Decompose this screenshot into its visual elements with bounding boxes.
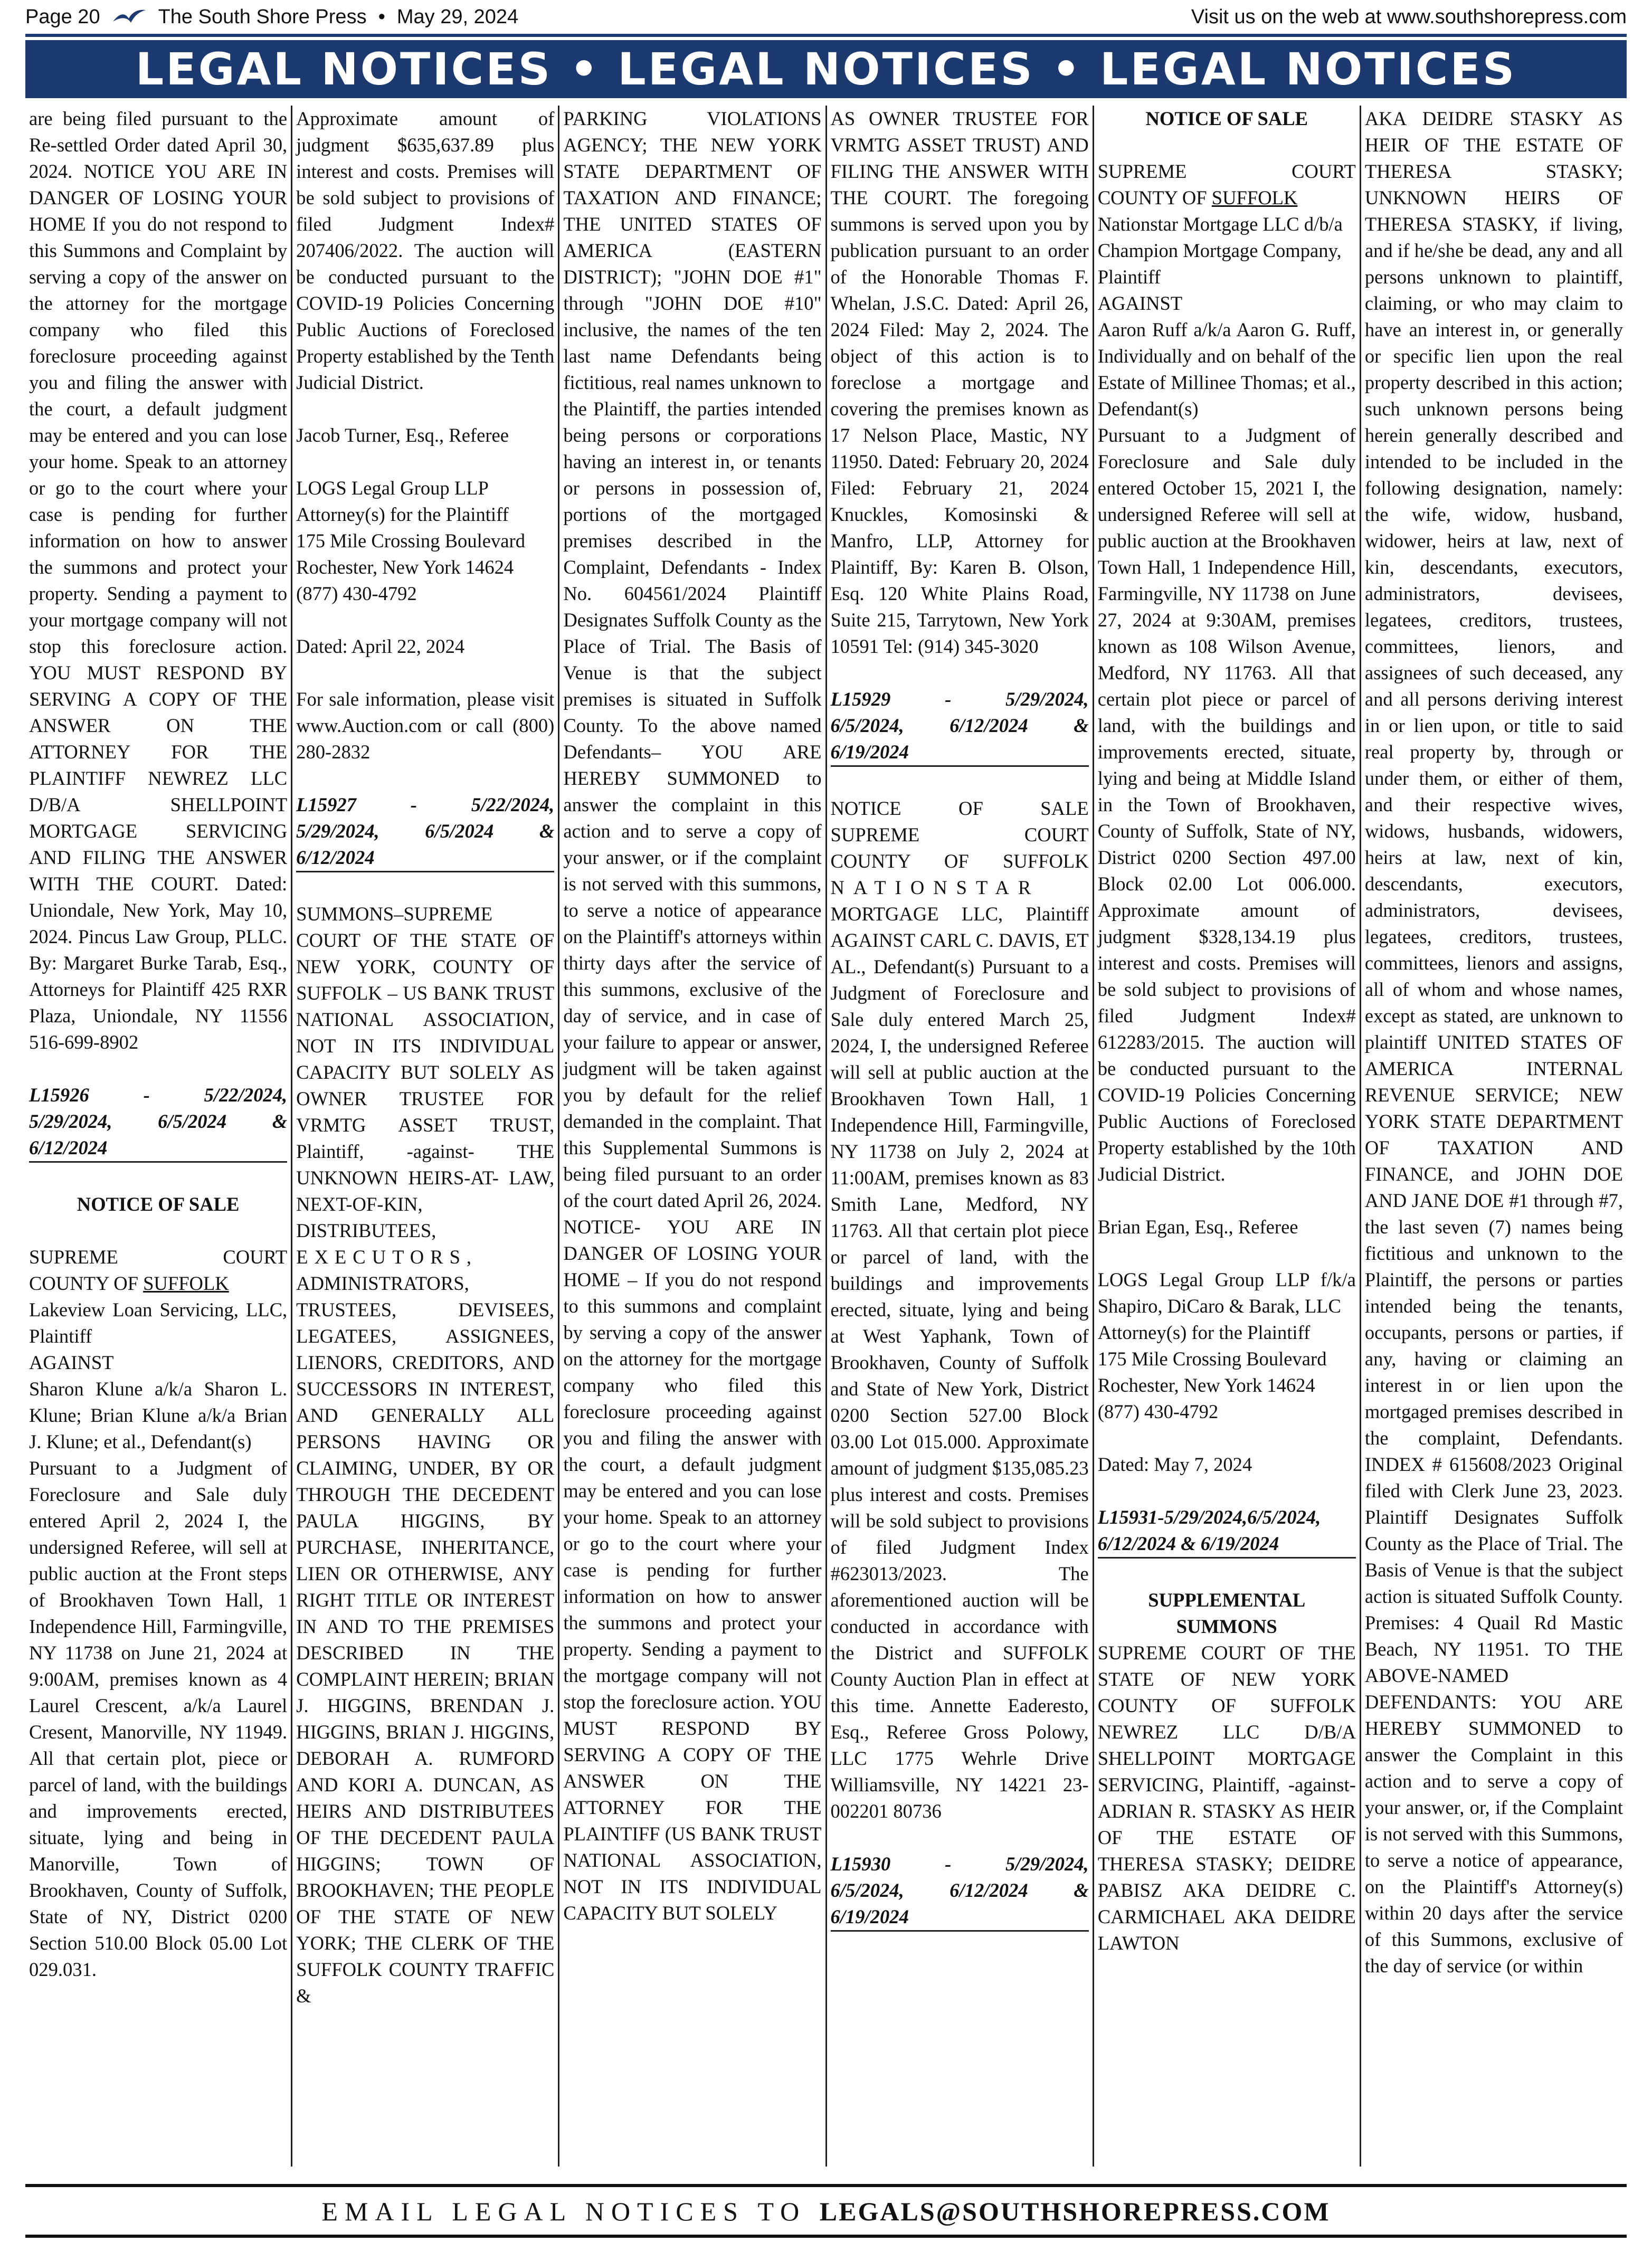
defendants: Aaron Ruff a/k/a Aaron G. Ruff, Individually and on behalf of the Estate of Millinee Thomas; et al., Defendant(s) — [1097, 319, 1356, 420]
firm-name: LOGS Legal Group LLP — [296, 477, 489, 499]
notice-ref: 6/12/2024 — [296, 847, 375, 868]
notice-text: PARKING VIOLATIONS AGENCY; THE NEW YORK STATE DEPARTMENT OF TAXATION AND FINANCE; THE UNITED STATES OF AMERICA (EASTERN DISTRICT); "JOHN DOE #1" through "JOHN DOE #10" inclusive, the names of the ten last name Defendants being fictitious, real names unknown to the Plaintiff, the parties intended being persons or corporations having an interest in, or tenants or persons in possession of, portions of the mortgaged premises described in the Complaint, Defendants - Index No. 604561/2024 Plaintiff Designates Suffolk County as the Place of Trial. The Basis of Venue is that the subject premises is situated in Suffolk County. To the above named Defendants– YOU ARE HEREBY SUMMONED to answer the complaint in this action and to serve a copy of your answer, or if the complaint is not served with this summons, to serve a notice of appearance on the Plaintiff's attorneys within thirty days after the service of this summons, exclusive of the day of service, and in case of your failure to appear or answer, judgment will be taken against you by default for the relief demanded in the complaint. That this Supplemental Summons is being filed pursuant to an order of the court dated April 26, 2024. NOTICE- YOU ARE IN DANGER OF LOSING YOUR HOME – If you do not respond to this summons and complaint by serving a copy of the answer on the attorney for the mortgage company who filed this foreclosure proceeding against you and filing the answer with the court, a default judgment may be entered and you can lose your home. Speak to an attorney or go to the court where your case is pending for further information on how to answer the summons and protect your property. Sending a payment to the mortgage company will not stop the foreclosure action. YOU MUST RESPOND BY SERVING A COPY OF THE ANSWER ON THE ATTORNEY FOR THE PLAINTIFF (US BANK TRUST NATIONAL ASSOCIATION, NOT IN ITS INDIVIDUAL CAPACITY BUT SOLELY — [563, 108, 822, 1924]
sale-text: Pursuant to a Judgment of Foreclosure and Sale duly entered April 2, 2024 I, the undersigned Referee, will sell at public auction at the Front steps of Brookhaven Town Hall, 1 Independence Hill, Farmingville, NY 11738 on June 21, 2024 at 9:00AM, premises known as 4 Laurel Crescent, a/k/a Laurel Cresent, Manorville, NY 11949. All that certain plot, piece or parcel of land, with the buildings and improvements erected, situate, lying and being in Manorville, Town of Brookhaven, County of Suffolk, State of NY, District 0200 Section 510.00 Block 05.00 Lot 029.031. — [29, 1457, 288, 1980]
referee: Jacob Turner, Esq., Referee — [296, 424, 509, 446]
column-2 — [291, 106, 558, 2167]
firm-phone: (877) 430-4792 — [1097, 1401, 1219, 1422]
section-banner: LEGAL NOTICES • LEGAL NOTICES • LEGAL NOTICES — [25, 40, 1627, 98]
firm-role: Attorney(s) for the Plaintiff — [296, 504, 509, 525]
against-label: AGAINST — [29, 1352, 114, 1373]
summons-executors: EXECUTORS, — [296, 1246, 478, 1268]
page-header — [25, 3, 1627, 31]
notice-text: AKA DEIDRE STASKY AS HEIR OF THE ESTATE OF THERESA STASKY; UNKNOWN HEIRS OF THERESA STASKY, if living, and if he/she be dead, any and all persons unknown to plaintiff, claiming, or who may claim to have an interest in, or generally or specific lien upon the real property described in this action; such unknown persons being herein generally described and intended to be included in the following designation, namely: the wife, widow, husband, widower, heirs at law, next of kin, descendants, executors, administrators, devisees, legatees, creditors, trustees, committees, lienors, and assignees of such deceased, any and all persons deriving interest in or lien upon, or title to said real property by, through or under them, or either of them, and their respective wives, widows, husbands, widowers, heirs at law, next of kin, descendants, executors, administrators, devisees, legatees, creditors, trustees, committees, lienors and assigns, all of whom and whose names, except as stated, are unknown to plaintiff UNITED STATES OF AMERICA INTERNAL REVENUE SERVICE; NEW YORK STATE DEPARTMENT OF TAXATION AND FINANCE, and JOHN DOE AND JANE DOE #1 through #7, the last seven (7) names being fictitious and unknown to the Plaintiff, the persons or parties intended being the tenants, occupants, persons or parties, if any, having or claiming an interest in or lien upon the mortgaged premises described in the complaint, Defendants. INDEX # 615608/2023 Original filed with Clerk June 23, 2023. Plaintiff Designates Suffolk County as the Place of Trial. The Basis of Venue is that the subject action is situated Suffolk County. Premises: 4 Quail Rd Mastic Beach, NY 11951. TO THE ABOVE-NAMED DEFENDANTS: YOU ARE HEREBY SUMMONED to answer the Complaint in this action and to serve a copy of your answer, or, if the Complaint is not served with this Summons, to serve a notice of appearance, on the Plaintiff's Attorney(s) within 20 days after the service of this Summons, exclusive of the day of service (or within — [1364, 108, 1623, 1977]
against-label: AGAINST — [1097, 292, 1183, 314]
firm-name: LOGS Legal Group LLP f/k/a Shapiro, DiCaro & Barak, LLC — [1097, 1269, 1356, 1317]
footer-rule-top — [25, 2184, 1627, 2187]
publication-name: The South Shore Press — [158, 5, 367, 28]
plaintiff-name: NATIONSTAR — [830, 877, 1040, 898]
notice-title: NOTICE OF SALE — [77, 1193, 240, 1215]
court-name: SUPREME COURT — [830, 824, 1089, 846]
county-name: SUFFOLK — [1211, 187, 1298, 208]
footer-prefix: EMAIL LEGAL NOTICES TO — [321, 2197, 820, 2226]
notice-ref: 6/19/2024 — [830, 741, 909, 763]
column-4 — [825, 106, 1093, 2167]
notice-text: AS OWNER TRUSTEE FOR VRMTG ASSET TRUST) AND FILING THE ANSWER WITH THE COURT. The foregoing summons is served upon you by publication pursuant to an order of the Honorable Thomas F. Whelan, J.S.C. Dated: April 26, 2024 Filed: May 2, 2024. The object of this action is to foreclose a mortgage and covering the premises known as 17 Nelson Place, Mastic, NY 11950. Dated: February 20, 2024 Filed: February 21, 2024 Knuckles, Komosinski & Manfro, LLP, Attorney for Plaintiff, By: Karen B. Olson, Esq. 120 White Plains Road, Suite 215, Tarrytown, New York 10591 Tel: (914) 345-3020 — [830, 108, 1089, 657]
sale-text: Pursuant to a Judgment of Foreclosure and Sale duly entered October 15, 2021 I, the undersigned Referee will sell at public auction at the Brookhaven Town Hall, 1 Independence Hill, Farmingville, NY 11738 on June 27, 2024 at 9:30AM, premises known as 108 Wilson Avenue, Medford, NY 11763. All that certain plot piece or parcel of land, with the buildings and improvements erected, situate, lying and being at Middle Island in the Town of Brookhaven, County of Suffolk, State of NY, District 0200 Section 497.00 Block 02.00 Lot 006.000. Approximate amount of judgment $328,134.19 plus interest and costs. Premises will be sold subject to provisions of filed Judgment Index# 612283/2015. The auction will be conducted pursuant to the COVID-19 Policies Concerning Public Auctions of Foreclosed Property established by the 10th Judicial District. — [1097, 424, 1356, 1185]
notice-ref: 5/29/2024, 6/5/2024 & — [29, 1110, 288, 1132]
referee: Brian Egan, Esq., Referee — [1097, 1216, 1298, 1238]
column-5 — [1093, 106, 1360, 2167]
dated: Dated: May 7, 2024 — [1097, 1454, 1252, 1475]
supplemental-title: SUPPLEMENTAL — [1148, 1589, 1306, 1611]
firm-city: Rochester, New York 14624 — [296, 556, 514, 578]
issue-date: May 29, 2024 — [396, 5, 519, 28]
notices-columns — [25, 106, 1627, 2167]
notice-ref: L15931-5/29/2024,6/5/2024, — [1097, 1506, 1321, 1528]
notice-ref: 6/12/2024 — [29, 1137, 108, 1158]
header-rule — [25, 34, 1627, 37]
page-footer — [25, 2191, 1627, 2231]
notice-ref: 6/5/2024, 6/12/2024 & — [830, 1879, 1089, 1901]
notice-ref: 6/12/2024 & 6/19/2024 — [1097, 1533, 1279, 1554]
summons-title: SUMMONS — [1176, 1616, 1277, 1637]
header-left — [25, 6, 518, 28]
seagull-icon — [112, 8, 147, 26]
notice-text: are being filed pursuant to the Re-settled Order dated April 30, 2024. NOTICE YOU ARE IN DANGER OF LOSING YOUR HOME If you do not respond to this Summons and Complaint by serving a copy of the answer on the attorney for the mortgage company who filed this foreclosure proceeding against you and filing the answer with the court, a default judgment may be entered and you can lose your home. Speak to an attorney or go to the court where your case is pending for further information on how to answer the summons and protect your property. Sending a payment to your mortgage company will not stop this foreclosure action. YOU MUST RESPOND BY SERVING A COPY OF THE ANSWER ON THE ATTORNEY FOR THE PLAINTIFF NEWREZ LLC D/B/A SHELLPOINT MORTGAGE SERVICING AND FILING THE ANSWER WITH THE COURT. Dated: Uniondale, New York, May 10, 2024. Pincus Law Group, PLLC. By: Margaret Burke Tarab, Esq., Attorneys for Plaintiff 425 RXR Plaza, Uniondale, NY 11556 516-699-8902 — [29, 108, 288, 1053]
summons-text: SUMMONS–SUPREME COURT OF THE STATE OF NEW YORK, COUNTY OF SUFFOLK – US BANK TRUST NATIONAL ASSOCIATION, NOT IN ITS INDIVIDUAL CAPACITY BUT SOLELY AS OWNER TRUSTEE FOR VRMTG ASSET TRUST, Plaintiff, -against- THE UNKNOWN HEIRS-AT- LAW, NEXT-OF-KIN, DISTRIBUTEES, — [296, 903, 555, 1241]
notice-ref: L15929 - 5/29/2024, — [830, 688, 1089, 710]
county-name: SUFFOLK — [143, 1272, 229, 1294]
plaintiff: Nationstar Mortgage LLC d/b/a Champion Mortgage Company, Plaintiff — [1097, 213, 1343, 288]
firm-city: Rochester, New York 14624 — [1097, 1374, 1315, 1396]
sale-info: For sale information, please visit www.Auction.com or call (800) 280-2832 — [296, 688, 555, 763]
firm-phone: (877) 430-4792 — [296, 583, 417, 604]
notice-title: NOTICE OF SALE — [1145, 108, 1308, 129]
summons-text: SUPREME COURT OF THE STATE OF NEW YORK COUNTY OF SUFFOLK NEWREZ LLC D/B/A SHELLPOINT MORTGAGE SERVICING, Plaintiff, -against- ADRIAN R. STASKY AS HEIR OF THE ESTATE OF THERESA STASKY; DEIDRE PABISZ AKA DEIDRE C. CARMICHAEL AKA DEIDRE LAWTON — [1097, 1642, 1356, 1954]
notice-ref: 6/19/2024 — [830, 1906, 909, 1927]
court-name: SUPREME COURT — [1097, 160, 1356, 182]
court-name: SUPREME COURT — [29, 1246, 288, 1268]
summons-text: ADMINISTRATORS, TRUSTEES, DEVISEES, LEGATEES, ASSIGNEES, LIENORS, CREDITORS, AND SUCCESSORS IN INTEREST, AND GENERALLY ALL PERSONS HAVING OR CLAIMING, UNDER, BY OR THROUGH THE DECEDENT PAULA HIGGINS, BY PURCHASE, INHERITANCE, LIEN OR OTHERWISE, ANY RIGHT TITLE OR INTEREST IN AND TO THE PREMISES DESCRIBED IN THE COMPLAINT HEREIN; BRIAN J. HIGGINS, BRENDAN J. HIGGINS, BRIAN J. HIGGINS, DEBORAH A. RUMFORD AND KORI A. DUNCAN, AS HEIRS AND DISTRIBUTEES OF THE DECEDENT PAULA HIGGINS; TOWN OF BROOKHAVEN; THE PEOPLE OF THE STATE OF NEW YORK; THE CLERK OF THE SUFFOLK COUNTY TRAFFIC & — [296, 1272, 555, 2007]
plaintiff: Lakeview Loan Servicing, LLC, Plaintiff — [29, 1299, 288, 1347]
notice-title: NOTICE OF SALE — [830, 797, 1089, 819]
notice-ref: L15927 - 5/22/2024, — [296, 794, 555, 815]
sale-text: MORTGAGE LLC, Plaintiff AGAINST CARL C. DAVIS, ET AL., Defendant(s) Pursuant to a Judgment of Foreclosure and Sale duly entered March 25, 2024, I, the undersigned Referee will sell at public auction at the Brookhaven Town Hall, 1 Independence Hill, Farmingville, NY 11738 on July 2, 2024 at 11:00AM, premises known as 83 Smith Lane, Medford, NY 11763. All that certain plot piece or parcel of land, with the buildings and improvements erected, situate, lying and being at West Yaphank, Town of Brookhaven, County of Suffolk and State of New York, District 0200 Section 527.00 Block 03.00 Lot 015.000. Approximate amount of judgment $135,085.23 plus interest and costs. Premises will be sold subject to provisions of filed Judgment Index #623013/2023. The aforementioned auction will be conducted in accordance with the District and SUFFOLK County Auction Plan in effect at this time. Annette Eaderesto, Esq., Referee Gross Polowy, LLC 1775 Wehrle Drive Williamsville, NY 14221 23-002201 80736 — [830, 903, 1089, 1822]
notice-text: Approximate amount of judgment $635,637.89 plus interest and costs. Premises will be sold subject to provisions of filed Judgment Index# 207406/2022. The auction will be conducted pursuant to the COVID-19 Policies Concerning Public Auctions of Foreclosed Property established by the Tenth Judicial District. — [296, 108, 555, 393]
page-number: Page 20 — [25, 5, 100, 28]
county-label: COUNTY OF — [1097, 187, 1212, 208]
website-link[interactable]: Visit us on the web at www.southshorepress.com — [1191, 5, 1627, 28]
column-6 — [1360, 106, 1627, 2167]
defendants: Sharon Klune a/k/a Sharon L. Klune; Brian Klune a/k/a Brian J. Klune; et al., Defendant(s) — [29, 1378, 288, 1452]
footer-email[interactable]: LEGALS@SOUTHSHOREPRESS.COM — [819, 2197, 1331, 2226]
county-label: COUNTY OF — [29, 1272, 144, 1294]
court-county — [29, 1270, 287, 1297]
firm-address: 175 Mile Crossing Boulevard — [296, 530, 526, 552]
notice-ref: 6/5/2024, 6/12/2024 & — [830, 715, 1089, 736]
notice-ref: L15930 - 5/29/2024, — [830, 1853, 1089, 1875]
notice-ref: L15926 - 5/22/2024, — [29, 1084, 288, 1106]
column-1 — [25, 106, 291, 2167]
firm-address: 175 Mile Crossing Boulevard — [1097, 1348, 1327, 1370]
firm-role: Attorney(s) for the Plaintiff — [1097, 1322, 1311, 1343]
header-separator: • — [378, 5, 385, 28]
notice-ref: 5/29/2024, 6/5/2024 & — [296, 820, 555, 842]
column-3 — [558, 106, 825, 2167]
court-county — [1098, 185, 1356, 211]
dated: Dated: April 22, 2024 — [296, 635, 465, 657]
court-county: COUNTY OF SUFFOLK — [830, 850, 1089, 872]
footer-rule-bottom — [25, 2235, 1627, 2238]
